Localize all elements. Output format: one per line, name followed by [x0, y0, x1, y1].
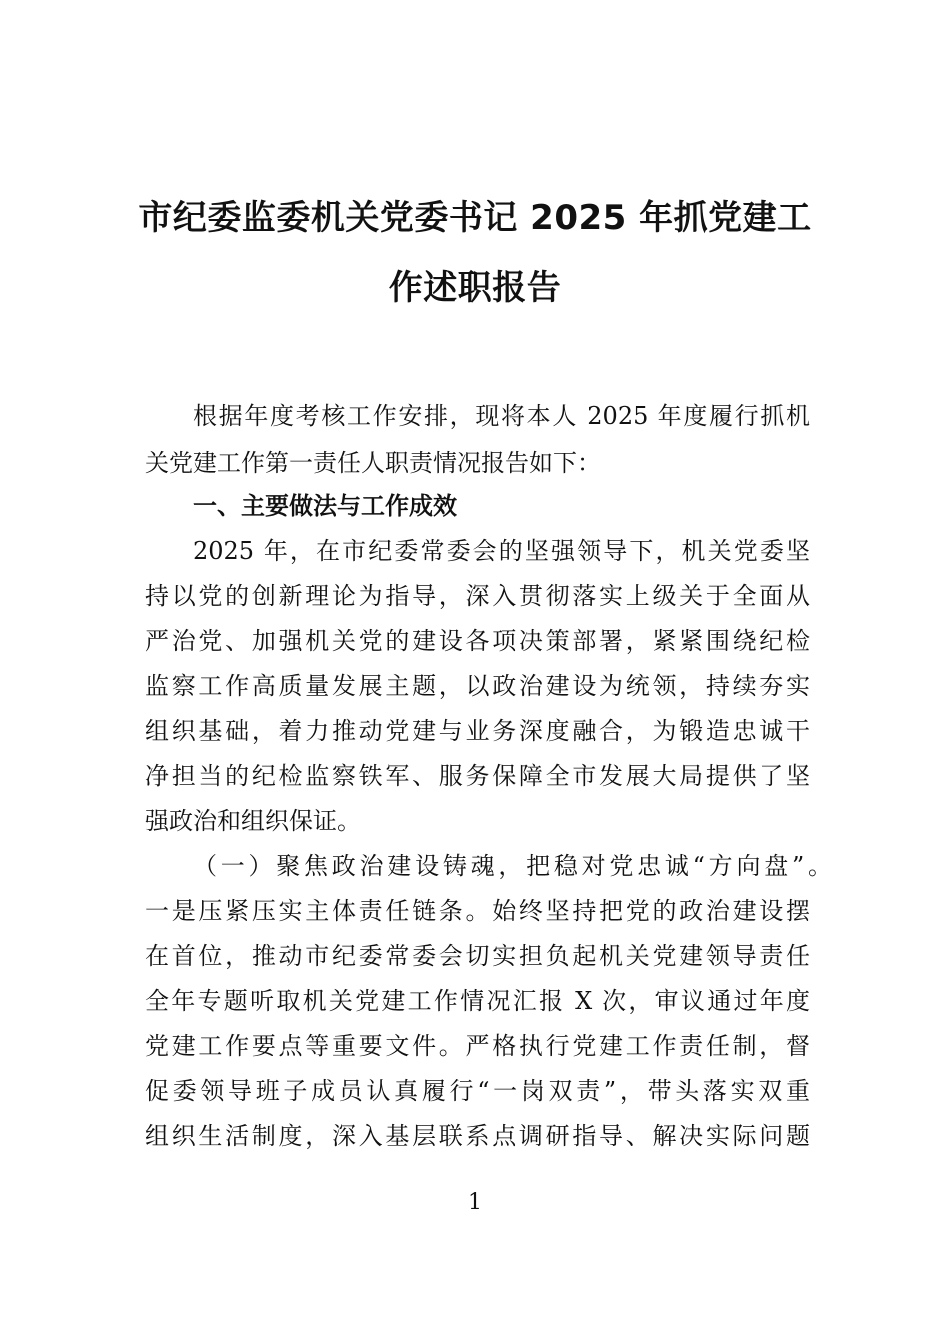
body-line-2: 持以党的创新理论为指导，深入贯彻落实上级关于全面从 [145, 582, 810, 610]
subsection-line-5: 促委领导班子成员认真履行“一岗双责”，带头落实双重 [145, 1077, 810, 1105]
page-number: 1 [468, 1190, 482, 1215]
section-heading: 一、主要做法与工作成效 [193, 492, 457, 520]
body-line-1: 2025 年，在市纪委常委会的坚强领导下，机关党委坚 [193, 537, 810, 565]
body-line-5: 组织基础，着力推动党建与业务深度融合，为锻造忠诚干 [145, 717, 810, 745]
document-title-line-1: 市纪委监委机关党委书记 2025 年抓党建工 [138, 198, 812, 238]
subsection-heading: （一）聚焦政治建设铸魂，把稳对党忠诚“方向盘”。 [193, 852, 833, 880]
subsection-line-3: 全年专题听取机关党建工作情况汇报 X 次，审议通过年度 [145, 987, 810, 1015]
subsection-line-4: 党建工作要点等重要文件。严格执行党建工作责任制，督 [145, 1032, 810, 1060]
body-line-6: 净担当的纪检监察铁军、服务保障全市发展大局提供了坚 [145, 762, 810, 790]
subsection-line-6: 组织生活制度，深入基层联系点调研指导、解决实际问题 [145, 1122, 810, 1150]
subsection-line-1: 一是压紧压实主体责任链条。始终坚持把党的政治建设摆 [145, 897, 810, 925]
body-line-7: 强政治和组织保证。 [145, 807, 361, 835]
subsection-line-2: 在首位，推动市纪委常委会切实担负起机关党建领导责任 [145, 942, 810, 970]
document-title-line-2: 作述职报告 [388, 268, 562, 308]
intro-line-1: 根据年度考核工作安排，现将本人 2025 年度履行抓机 [193, 402, 810, 430]
body-line-4: 监察工作高质量发展主题，以政治建设为统领，持续夯实 [145, 672, 810, 700]
intro-line-2: 关党建工作第一责任人职责情况报告如下： [145, 449, 601, 477]
body-line-3: 严治党、加强机关党的建设各项决策部署，紧紧围绕纪检 [145, 627, 810, 655]
